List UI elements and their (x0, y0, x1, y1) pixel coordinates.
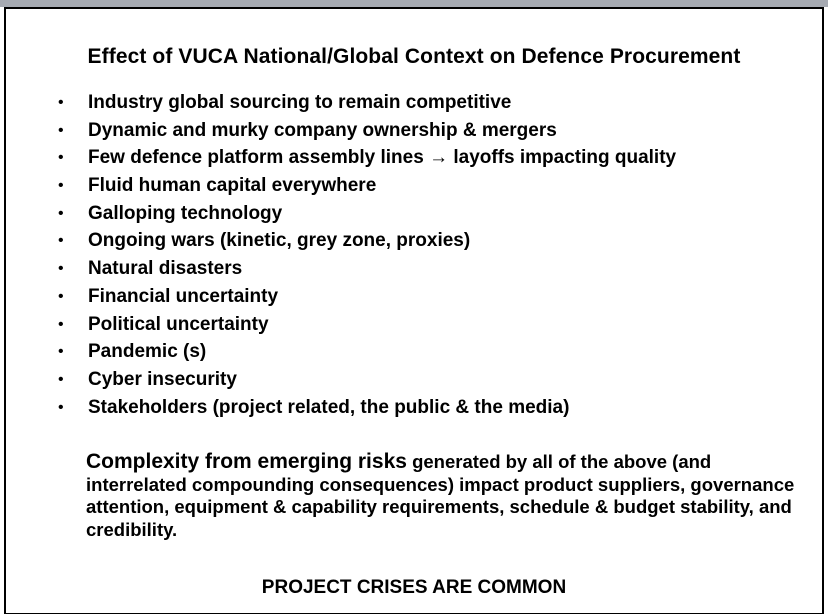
bullet-text: Pandemic (s) (88, 341, 207, 363)
bullet-text: Fluid human capital everywhere (88, 175, 377, 197)
bullet-text: Few defence platform assembly lines → layoffs impacting quality (88, 147, 677, 169)
summary-paragraph (86, 451, 806, 541)
paragraph-body: generated by all of the above (and interrelated compounding consequences) impact product suppliers, governance attention, equipment & capability requirements, schedule & budget stability, and credibility. (86, 451, 795, 540)
list-item (58, 311, 676, 339)
bullet-list (58, 89, 676, 421)
list-item (58, 172, 676, 200)
bullet-icon: • (58, 204, 64, 222)
bullet-text: Stakeholders (project related, the public & the media) (88, 396, 570, 418)
list-item (58, 394, 676, 422)
bullet-text: Cyber insecurity (88, 368, 237, 390)
list-item (58, 144, 676, 172)
bullet-icon: • (58, 287, 64, 305)
bullet-text: Political uncertainty (88, 313, 269, 335)
list-item (58, 366, 676, 394)
list-item (58, 89, 676, 117)
bullet-icon: • (58, 121, 64, 139)
bullet-text: Ongoing wars (kinetic, grey zone, proxies) (88, 230, 471, 252)
bullet-icon: • (58, 149, 64, 167)
bullet-text: Financial uncertainty (88, 285, 279, 307)
list-item (58, 117, 676, 145)
slide-title: Effect of VUCA National/Global Context on Defence Procurement (87, 45, 741, 68)
bullet-text: Dynamic and murky company ownership & mergers (88, 119, 557, 141)
window-top-band (0, 0, 828, 7)
list-item (58, 227, 676, 255)
bullet-icon: • (58, 343, 64, 361)
bullet-icon: • (58, 370, 64, 388)
paragraph-lead: Complexity from emerging risks (86, 450, 407, 473)
list-item (58, 255, 676, 283)
footer-statement: PROJECT CRISES ARE COMMON (261, 577, 567, 598)
bullet-icon: • (58, 398, 64, 416)
bullet-icon: • (58, 232, 64, 250)
list-item (58, 338, 676, 366)
list-item (58, 283, 676, 311)
bullet-icon: • (58, 260, 64, 278)
bullet-text: Industry global sourcing to remain competitive (88, 92, 512, 113)
bullet-text: Natural disasters (88, 258, 243, 280)
bullet-icon: • (58, 177, 64, 195)
bullet-icon: • (58, 94, 64, 111)
slide-frame (4, 7, 824, 614)
bullet-icon: • (58, 315, 64, 333)
list-item (58, 200, 676, 228)
bullet-text: Galloping technology (88, 202, 283, 224)
